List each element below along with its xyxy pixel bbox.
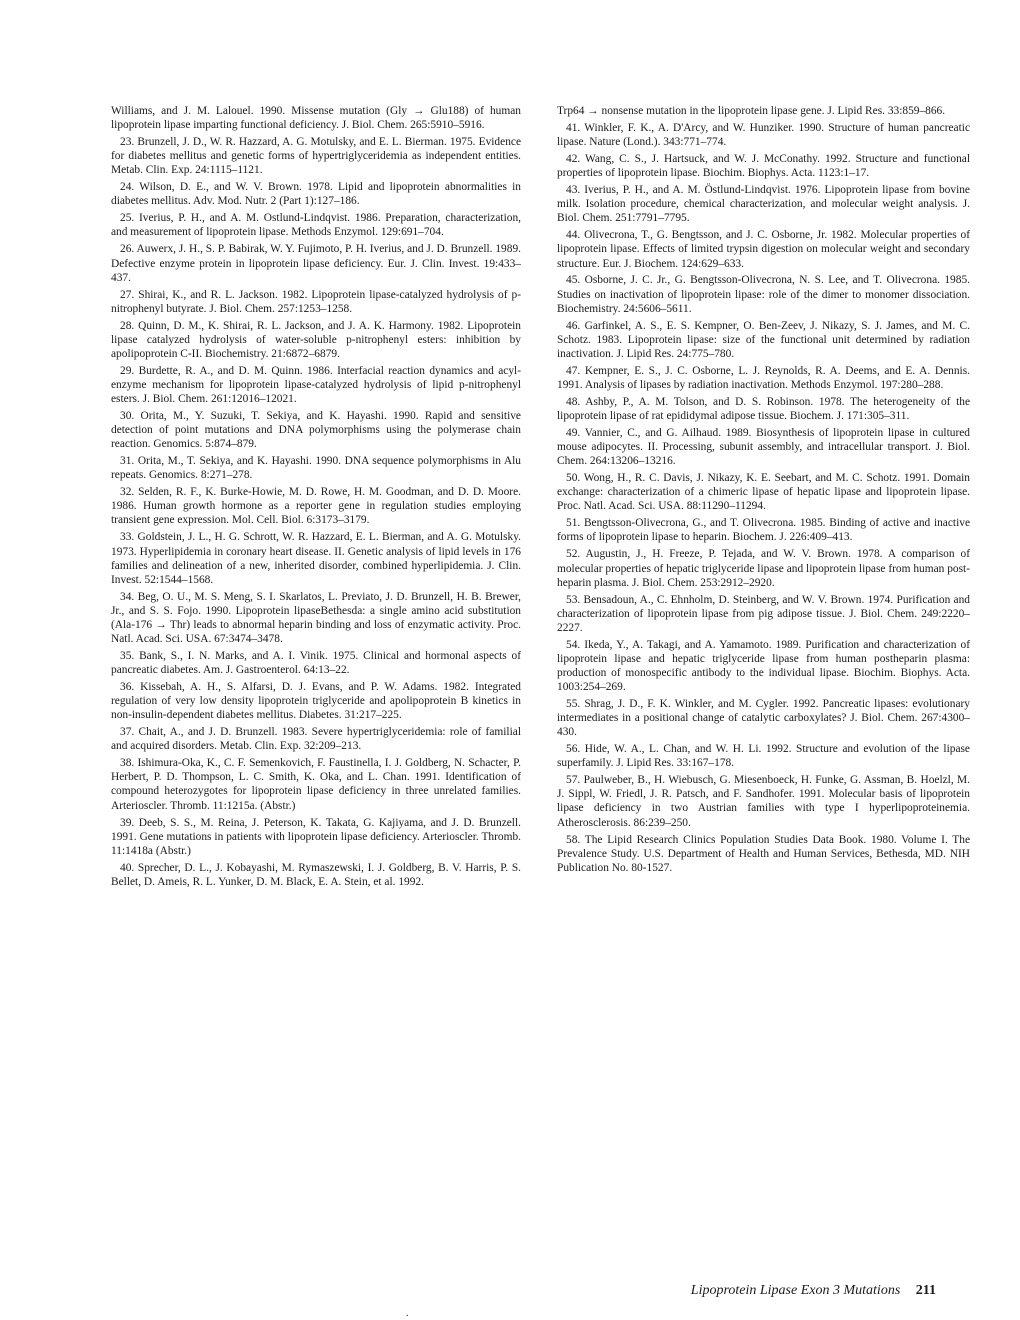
references-left-column (111, 104, 521, 892)
reference-entry: 44. Olivecrona, T., G. Bengtsson, and J. C. Osborne, Jr. 1982. Molecular properties of lipoprotein lipase. Effects of limited trypsin digestion on molecular weight and secondary structure. Eur. J. Biochem. 124:629–633. (557, 229, 970, 270)
reference-entry: 39. Deeb, S. S., M. Reina, J. Peterson, K. Takata, G. Kajiyama, and J. D. Brunzell. 1991. Gene mutations in patients with lipoprotein lipase deficiency. Arterioscler. Thromb. 11:1418a (Abstr.) (111, 816, 521, 857)
stray-mark: . (406, 1308, 409, 1319)
page-number: 211 (915, 1283, 936, 1298)
running-title: Lipoprotein Lipase Exon 3 Mutations (690, 1283, 901, 1298)
reference-entry: 41. Winkler, F. K., A. D'Arcy, and W. Hunziker. 1990. Structure of human pancreatic lipase. Nature (Lond.). 343:771–774. (557, 121, 970, 149)
reference-entry: 42. Wang, C. S., J. Hartsuck, and W. J. McConathy. 1992. Structure and functional properties of lipoprotein lipase. Biochim. Biophys. Acta. 1123:1–17. (557, 153, 970, 180)
reference-entry: 54. Ikeda, Y., A. Takagi, and A. Yamamoto. 1989. Purification and characterization of lipoprotein lipase and hepatic triglyceride lipase from human postheparin plasma: production of monospecific antibody to the individual lipase. Biochim. Biophys. Acta. 1003:254–269. (557, 638, 970, 694)
reference-entry: 55. Shrag, J. D., F. K. Winkler, and M. Cygler. 1992. Pancreatic lipases: evolutionary intermediates in a positional change of catalytic carboxylates? J. Biol. Chem. 267:4300–430. (557, 698, 970, 739)
references-right-column (557, 104, 970, 878)
reference-entry: 52. Augustin, J., H. Freeze, P. Tejada, and W. V. Brown. 1978. A comparison of molecular properties of hepatic triglyceride lipase and lipoprotein lipase from human post-heparin plasma. J. Biol. Chem. 253:2912–2920. (557, 548, 970, 589)
page-footer (691, 1283, 936, 1299)
reference-entry: 51. Bengtsson-Olivecrona, G., and T. Olivecrona. 1985. Binding of active and inactive forms of lipoprotein lipase to heparin. Biochem. J. 226:409–413. (557, 517, 970, 544)
reference-entry: 25. Iverius, P. H., and A. M. Ostlund-Lindqvist. 1986. Preparation, characterization, and measurement of lipoprotein lipase. Methods Enzymol. 129:691–704. (111, 212, 521, 239)
reference-entry: 28. Quinn, D. M., K. Shirai, R. L. Jackson, and J. A. K. Harmony. 1982. Lipoprotein lipase catalyzed hydrolysis of water-soluble p-nitrophenyl esters: inhibition by apolipoprotein C-II. Biochemistry. 21:6872–6879. (111, 319, 521, 360)
reference-entry: 33. Goldstein, J. L., H. G. Schrott, W. R. Hazzard, E. L. Bierman, and A. G. Motulsky. 1973. Hyperlipidemia in coronary heart disease. II. Genetic analysis of lipid levels in 176 families and delineation of a new, inherited disorder, combined hyperlipidemia. J. Clin. Invest. 52:1544–1568. (111, 531, 521, 586)
reference-entry: 53. Bensadoun, A., C. Ehnholm, D. Steinberg, and W. V. Brown. 1974. Purification and characterization of lipoprotein lipase from pig adipose tissue. J. Biol. Chem. 249:2220–2227. (557, 593, 970, 634)
reference-entry: 29. Burdette, R. A., and D. M. Quinn. 1986. Interfacial reaction dynamics and acyl-enzyme mechanism for lipoprotein lipase-catalyzed hydrolysis of lipid p-nitrophenyl esters. J. Biol. Chem. 261:12016–12021. (111, 364, 521, 406)
reference-entry: 23. Brunzell, J. D., W. R. Hazzard, A. G. Motulsky, and E. L. Bierman. 1975. Evidence for diabetes mellitus and genetic forms of hypertriglyceridemia as independent entities. Metab. Clin. Exp. 24:1115–1121. (111, 136, 521, 177)
reference-entry: 32. Selden, R. F., K. Burke-Howie, M. D. Rowe, H. M. Goodman, and D. D. Moore. 1986. Human growth hormone as a reporter gene in regulation studies employing transient gene expression. Mol. Cell. Biol. 6:3173–3179. (111, 486, 521, 527)
reference-entry: 56. Hide, W. A., L. Chan, and W. H. Li. 1992. Structure and evolution of the lipase superfamily. J. Lipid Res. 33:167–178. (557, 743, 970, 770)
reference-entry: 49. Vannier, C., and G. Ailhaud. 1989. Biosynthesis of lipoprotein lipase in cultured mouse adipocytes. II. Processing, subunit assembly, and intracellular transport. J. Biol. Chem. 264:13206–13216. (557, 426, 970, 468)
reference-entry: 30. Orita, M., Y. Suzuki, T. Sekiya, and K. Hayashi. 1990. Rapid and sensitive detection of point mutations and DNA polymorphisms using the polymerase chain reaction. Genomics. 5:874–879. (111, 410, 521, 451)
reference-entry: 58. The Lipid Research Clinics Population Studies Data Book. 1980. Volume I. The Prevalence Study. U.S. Department of Health and Human Services, Bethesda, MD. NIH Publication No. 80-1527. (557, 833, 970, 874)
reference-entry: 47. Kempner, E. S., J. C. Osborne, L. J. Reynolds, R. A. Deems, and E. A. Dennis. 1991. Analysis of lipases by radiation inactivation. Methods Enzymol. 197:280–288. (557, 364, 970, 391)
reference-entry: 24. Wilson, D. E., and W. V. Brown. 1978. Lipid and lipoprotein abnormalities in diabetes mellitus. Adv. Mod. Nutr. 2 (Part 1):127–186. (111, 181, 521, 208)
reference-entry: 31. Orita, M., T. Sekiya, and K. Hayashi. 1990. DNA sequence polymorphisms in Alu repeats. Genomics. 8:271–278. (111, 455, 521, 482)
reference-entry: 43. Iverius, P. H., and A. M. Östlund-Lindqvist. 1976. Lipoprotein lipase from bovine milk. Isolation procedure, chemical characterization, and molecular weight analysis. J. Biol. Chem. 251:7791–7795. (557, 184, 970, 225)
reference-entry: 50. Wong, H., R. C. Davis, J. Nikazy, K. E. Seebart, and M. C. Schotz. 1991. Domain exchange: characterization of a chimeric lipase of hepatic lipase and lipoprotein lipase. Proc. Natl. Acad. Sci. USA. 88:11290–11294. (557, 472, 970, 513)
reference-entry: 40. Sprecher, D. L., J. Kobayashi, M. Rymaszewski, I. J. Goldberg, B. V. Harris, P. S. Bellet, D. Ameis, R. L. Yunker, D. M. Black, E. A. Stein, et al. 1992. (111, 861, 521, 888)
reference-entry: 26. Auwerx, J. H., S. P. Babirak, W. Y. Fujimoto, P. H. Iverius, and J. D. Brunzell. 1989. Defective enzyme protein in lipoprotein lipase deficiency. Eur. J. Clin. Invest. 19:433–437. (111, 243, 521, 284)
reference-entry: 48. Ashby, P., A. M. Tolson, and D. S. Robinson. 1978. The heterogeneity of the lipoprotein lipase of rat epididymal adipose tissue. Biochem. J. 171:305–311. (557, 395, 970, 422)
reference-entry: 37. Chait, A., and J. D. Brunzell. 1983. Severe hypertriglyceridemia: role of familial and acquired disorders. Metab. Clin. Exp. 32:209–213. (111, 726, 521, 753)
reference-entry: Williams, and J. M. Lalouel. 1990. Missense mutation (Gly → Glu188) of human lipoprotein lipase imparting functional deficiency. J. Biol. Chem. 265:5910–5916. (111, 105, 521, 132)
reference-entry: 34. Beg, O. U., M. S. Meng, S. I. Skarlatos, L. Previato, J. D. Brunzell, H. B. Brewer, Jr., and S. S. Fojo. 1990. Lipoprotein lipaseBethesda: a single amino acid substitution (Ala-176 → Thr) leads to abnormal heparin binding and loss of enzymatic activity. Proc. Natl. Acad. Sci. USA. 67:3474–3478. (111, 590, 521, 645)
reference-entry: 35. Bank, S., I. N. Marks, and A. I. Vinik. 1975. Clinical and hormonal aspects of pancreatic diabetes. Am. J. Gastroenterol. 64:13–22. (111, 649, 521, 677)
reference-entry: 27. Shirai, K., and R. L. Jackson. 1982. Lipoprotein lipase-catalyzed hydrolysis of p-nitrophenyl butyrate. J. Biol. Chem. 257:1253–1258. (111, 288, 521, 315)
reference-entry: 57. Paulweber, B., H. Wiebusch, G. Miesenboeck, H. Funke, G. Assman, B. Hoelzl, M. J. Sippl, W. Friedl, J. R. Patsch, and F. Sandhofer. 1991. Molecular basis of lipoprotein lipase deficiency in two Austrian families with type I hyperlipoproteinemia. Atherosclerosis. 86:239–250. (557, 774, 970, 829)
reference-entry: 45. Osborne, J. C. Jr., G. Bengtsson-Olivecrona, N. S. Lee, and T. Olivecrona. 1985. Studies on inactivation of lipoprotein lipase: role of the dimer to monomer dissociation. Biochemistry. 24:5606–5611. (557, 274, 970, 315)
reference-entry: 38. Ishimura-Oka, K., C. F. Semenkovich, F. Faustinella, I. J. Goldberg, N. Schacter, P. Herbert, P. D. Thompson, L. C. Smith, K. Oka, and L. Chan. 1991. Identification of compound heterozygotes for lipoprotein lipase deficiency in three unrelated families. Arterioscler. Thromb. 11:1215a. (Abstr.) (111, 757, 521, 812)
reference-entry: Trp64 → nonsense mutation in the lipoprotein lipase gene. J. Lipid Res. 33:859–866. (557, 105, 946, 117)
reference-entry: 36. Kissebah, A. H., S. Alfarsi, D. J. Evans, and P. W. Adams. 1982. Integrated regulation of very low density lipoprotein triglyceride and apolipoprotein B kinetics in non-insulin-dependent diabetes mellitus. Diabetes. 31:217–225. (111, 681, 521, 722)
reference-entry: 46. Garfinkel, A. S., E. S. Kempner, O. Ben-Zeev, J. Nikazy, S. J. James, and M. C. Schotz. 1983. Lipoprotein lipase: size of the functional unit determined by radiation inactivation. J. Lipid Res. 24:775–780. (557, 319, 970, 360)
